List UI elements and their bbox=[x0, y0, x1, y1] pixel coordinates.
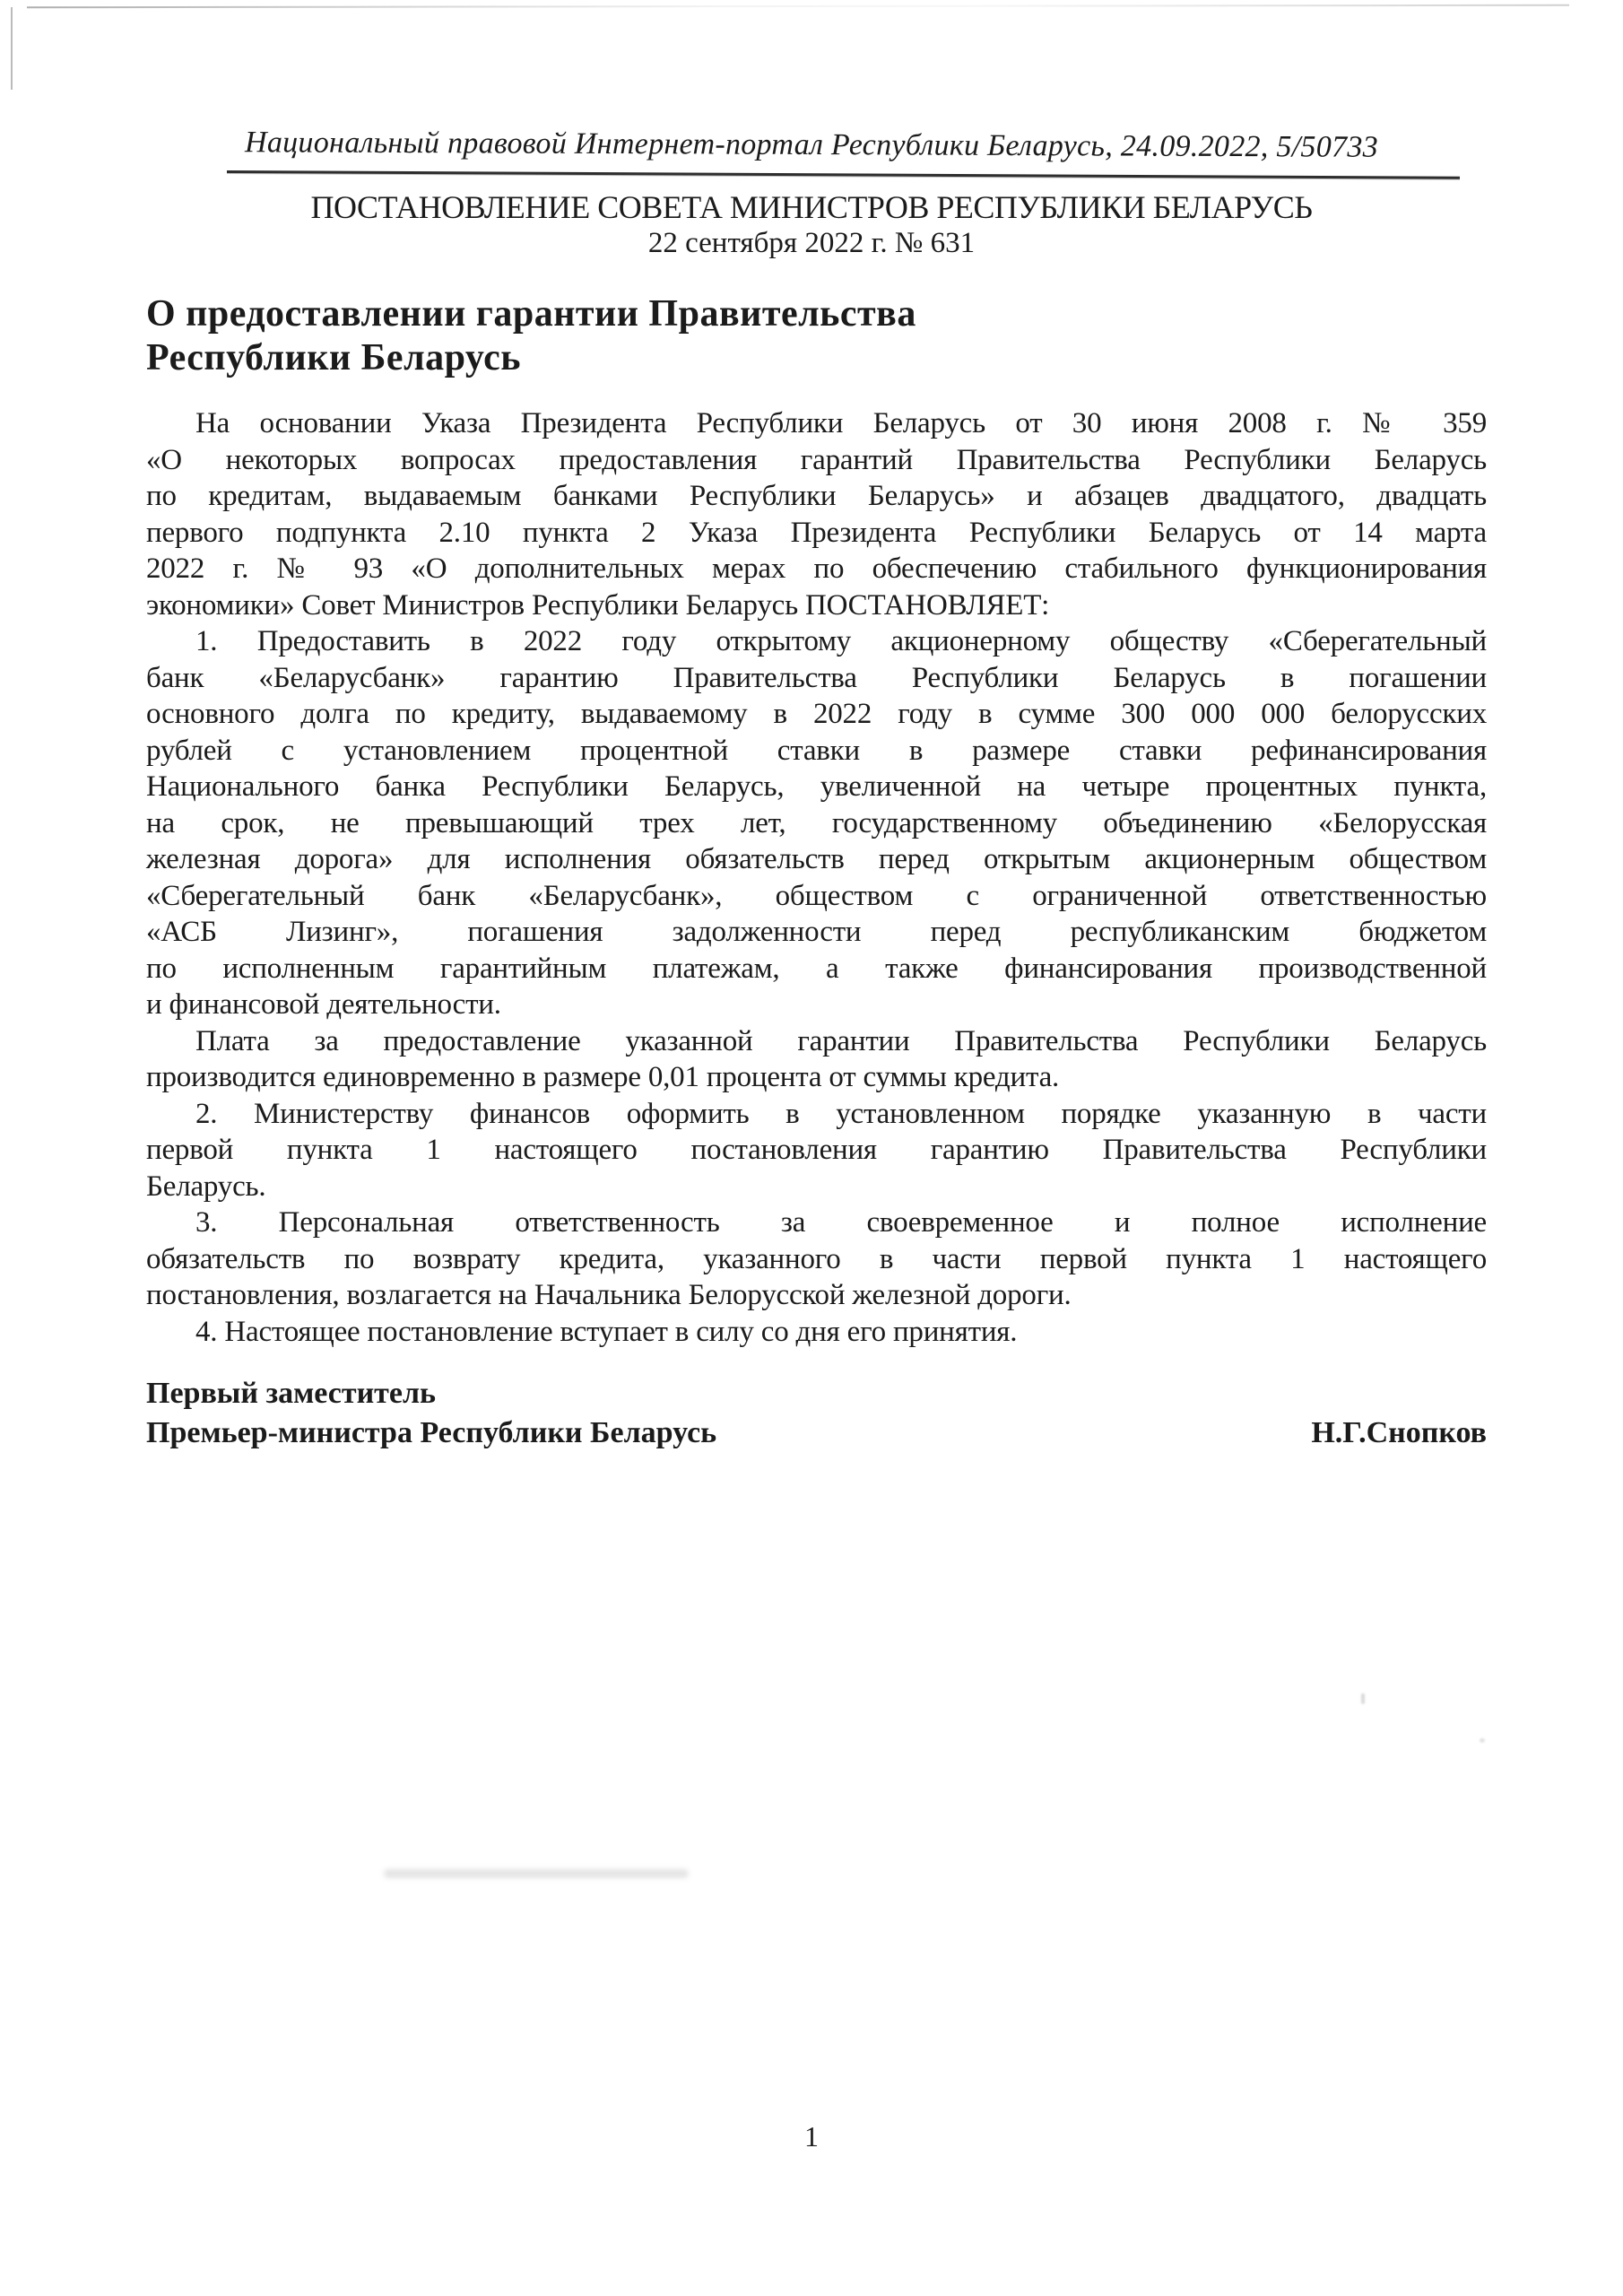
document-title bbox=[146, 292, 1222, 380]
text-line: «АСБ Лизинг», погашения задолженности перед республиканским бюджетом bbox=[146, 916, 1487, 948]
paragraph-2 bbox=[146, 623, 1487, 1023]
text-line: «Сберегательный банк «Беларусбанк», обществом с ограниченной ответственностью bbox=[146, 879, 1487, 912]
signature-block bbox=[146, 1374, 1487, 1453]
signatory-name: Н.Г.Снопков bbox=[1311, 1416, 1487, 1449]
text-line: 2022 г. № 93 «О дополнительных мерах по обеспечению стабильного функционирования bbox=[146, 552, 1487, 585]
text-line: основного долга по кредиту, выдаваемому в 2022 году в сумме 300 000 000 белорусских bbox=[146, 698, 1487, 730]
text-line: по исполненным гарантийным платежам, а также финансирования производственной bbox=[146, 952, 1487, 985]
text-line: первой пункта 1 настоящего постановления гарантию Правительства Республики bbox=[146, 1134, 1487, 1166]
document-title-line-1: О предоставлении гарантии Правительства bbox=[146, 293, 916, 335]
text-line: 4. Настоящее постановление вступает в силу со дня его принятия. bbox=[195, 1315, 1018, 1348]
text-line: «О некоторых вопросах предоставления гарантий Правительства Республики Беларусь bbox=[146, 443, 1487, 476]
text-line: 1. Предоставить в 2022 году открытому акционерному обществу «Сберегательный bbox=[195, 625, 1487, 657]
scan-artifact-speck bbox=[1480, 1738, 1485, 1743]
page-number: 1 bbox=[804, 2120, 819, 2152]
portal-masthead: Национальный правовой Интернет-портал Республики Беларусь, 24.09.2022, 5/50733 bbox=[244, 126, 1379, 164]
text-line: по кредитам, выдаваемым банками Республики Беларусь» и абзацев двадцатого, двадцать bbox=[146, 480, 1487, 512]
text-line: железная дорога» для исполнения обязательств перед открытым акционерным обществом bbox=[146, 843, 1487, 875]
text-line: Беларусь. bbox=[146, 1170, 266, 1203]
authority-heading: ПОСТАНОВЛЕНИЕ СОВЕТА МИНИСТРОВ РЕСПУБЛИКИ БЕЛАРУСЬ bbox=[310, 189, 1313, 225]
text-line: обязательств по возврату кредита, указанного в части первой пункта 1 настоящего bbox=[146, 1242, 1487, 1275]
text-line: банк «Беларусбанк» гарантию Правительства Республики Беларусь в погашении bbox=[146, 661, 1487, 694]
paragraph-4 bbox=[146, 1096, 1487, 1205]
text-line: экономики» Совет Министров Республики Беларусь ПОСТАНОВЛЯЕТ: bbox=[146, 588, 1050, 622]
scan-artifact-smudge bbox=[384, 1869, 689, 1878]
paragraph-6 bbox=[146, 1314, 1487, 1351]
masthead-underline bbox=[227, 170, 1460, 179]
text-line: и финансовой деятельности. bbox=[146, 988, 501, 1021]
text-line: на срок, не превышающий трех лет, государственному объединению «Белорусская bbox=[146, 806, 1487, 839]
document-body bbox=[146, 405, 1487, 1350]
scan-artifact-left-edge bbox=[11, 7, 13, 90]
paragraph-1 bbox=[146, 405, 1487, 623]
document-title-line-2: Республики Беларусь bbox=[146, 337, 521, 378]
paragraph-3 bbox=[146, 1023, 1487, 1096]
text-line: постановления, возлагается на Начальника Белорусской железной дороги. bbox=[146, 1279, 1072, 1311]
text-line: 3. Персональная ответственность за своевременное и полное исполнение bbox=[195, 1206, 1487, 1239]
text-line: производится единовременно в размере 0,01 процента от суммы кредита. bbox=[146, 1061, 1060, 1093]
text-line: Плата за предоставление указанной гарантии Правительства Республики Беларусь bbox=[195, 1024, 1487, 1057]
text-line: рублей с установлением процентной ставки в размере ставки рефинансирования bbox=[146, 734, 1487, 767]
scan-artifact-top-edge bbox=[27, 4, 1569, 8]
text-line: На основании Указа Президента Республики Беларусь от 30 июня 2008 г. № 359 bbox=[195, 407, 1487, 439]
signatory-position-line-1: Первый заместитель bbox=[146, 1377, 436, 1410]
text-line: Национального банка Республики Беларусь, увеличенной на четыре процентных пункта, bbox=[146, 770, 1487, 803]
signatory-position-line-2: Премьер-министра Республики Беларусь bbox=[146, 1416, 717, 1449]
scan-artifact-speck bbox=[1361, 1693, 1365, 1704]
paragraph-5 bbox=[146, 1205, 1487, 1314]
text-line: первого подпункта 2.10 пункта 2 Указа Президента Республики Беларусь от 14 марта bbox=[146, 516, 1487, 549]
date-number-heading: 22 сентября 2022 г. № 631 bbox=[647, 227, 976, 259]
text-line: 2. Министерству финансов оформить в установленном порядке указанную в части bbox=[195, 1097, 1487, 1130]
